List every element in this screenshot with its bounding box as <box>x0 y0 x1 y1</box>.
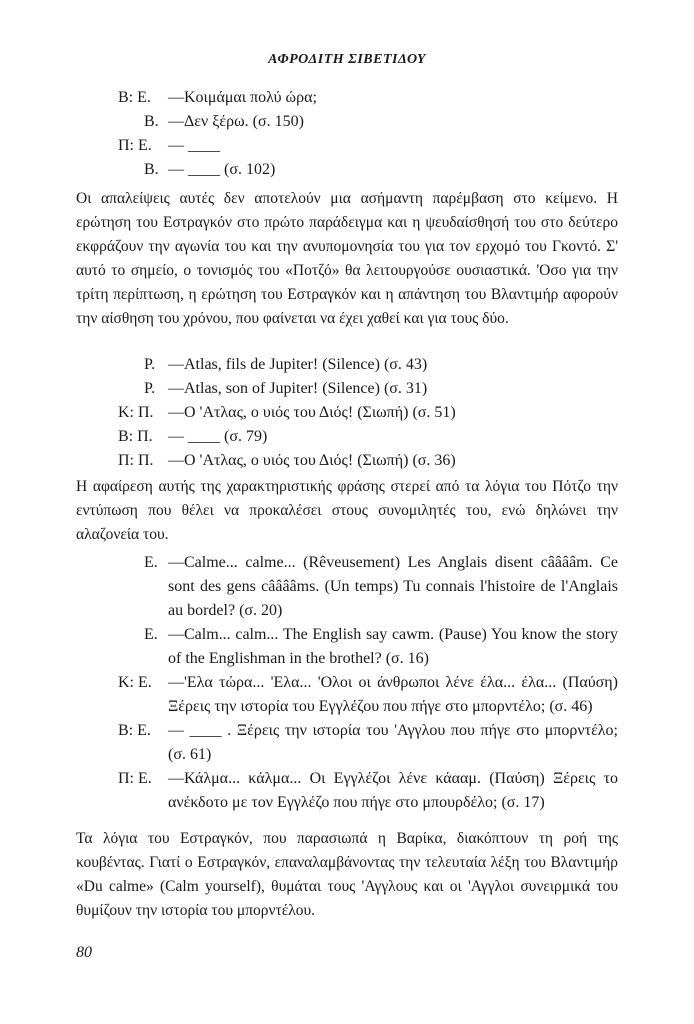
dialogue-line <box>118 425 578 449</box>
dialogue-text: — ____ (σ. 102) <box>168 161 276 178</box>
dialogue-line <box>118 377 578 401</box>
dialogue-text: —Calm... calm... The English say cawm. (Pause) You know the story of the Englishman in the brothel? (σ. 16) <box>168 626 618 667</box>
speaker-label: Β. <box>144 113 159 130</box>
speaker-label: Ρ. <box>144 356 156 373</box>
body-paragraph-1: Οι απαλείψεις αυτές δεν αποτελούν μια ασήμαντη παρέμβαση στο κείμενο. Η ερώτηση του Εστραγκόν στο πρώτο παράδειγμα και η ψευδαίσθησή του στο δεύτερο εκφράζουν την αγωνία του και την ανυπομονησία του για τον ερχομό του Γκοντό. Σ' αυτό το σημείο, ο τονισμός του «Ποτζό» θα λειτουργούσε ουσιαστικά. 'Οσο για την τρίτη περίπτωση, η ερώτηση του Εστραγκόν και η απάντηση του Βλαντιμήρ αφορούν την αίσθηση του χρόνου, που φαίνεται να έχει χαθεί και για τους δύο. <box>76 190 618 327</box>
speaker-label: Ε. <box>144 626 158 643</box>
dialogue-line <box>118 110 418 134</box>
dialogue-line <box>118 401 578 425</box>
dialogue-text: — ____ (σ. 79) <box>168 428 268 445</box>
dialogue-text: — ____ <box>168 137 220 154</box>
speaker-label: Β. <box>144 161 159 178</box>
dialogue-line <box>118 449 578 473</box>
speaker-label: Π: Π. <box>118 452 154 469</box>
body-paragraph-3: Τα λόγια του Εστραγκόν, που παρασιωπά η Βαρίκα, διακόπτουν τη ροή της κουβέντας. Γιατί ο Εστραγκόν, επαναλαμβάνοντας την τελευταία λέξη του Βλαντιμήρ «Du calme» (Calm yourself), θυμάται τους 'Αγγλους και οι 'Αγγλοι συνειρμικά του θυμίζουν την ιστορία του μπορντέλου. <box>76 830 618 919</box>
dialogue-line <box>118 353 578 377</box>
dialogue-text: —Atlas, son of Jupiter! (Silence) (σ. 31) <box>168 380 428 397</box>
speaker-label: Κ: Π. <box>118 404 154 421</box>
dialogue-text: —Κοιμάμαι πολύ ώρα; <box>168 89 317 106</box>
body-paragraph-2: Η αφαίρεση αυτής της χαρακτηριστικής φράσης στερεί από τα λόγια του Πότζο την εντύπωση που θέλει να προκαλέσει στους συνομιλητές του, ενώ δηλώνει την αλαζονεία του. <box>76 478 618 543</box>
dialogue-text: —Calme... calme... (Rêveusement) Les Anglais disent cââââm. Ce sont des gens cââââms. (Un temps) Tu connais l'histoire de l'Anglais au bordel? (σ. 20) <box>168 554 618 619</box>
dialogue-text: —Atlas, fils de Jupiter! (Silence) (σ. 43) <box>168 356 428 373</box>
dialogue-entry <box>118 671 618 719</box>
speaker-label: Ρ. <box>144 380 156 397</box>
dialogue-text: —Ο 'Ατλας, ο υιός του Διός! (Σιωπή) (σ. 51) <box>168 404 456 421</box>
dialogue-text: —'Ελα τώρα... 'Ελα... 'Ολοι οι άνθρωποι λένε έλα... έλα... (Παύση) Ξέρεις την ιστορία του Εγγλέζου που πήγε στο μπορντέλο; (σ. 46) <box>168 674 618 715</box>
running-header: ΑΦΡΟΔΙΤΗ ΣΙΒΕΤΙΔΟΥ <box>268 52 426 67</box>
speaker-label: Κ: Ε. <box>118 674 152 691</box>
dialogue-line <box>118 86 418 110</box>
dialogue-entry <box>118 623 618 671</box>
dialogue-block-2 <box>118 353 578 473</box>
speaker-label: Ε. <box>144 554 158 571</box>
dialogue-text: —Δεν ξέρω. (σ. 150) <box>168 113 304 130</box>
dialogue-entry <box>118 551 618 623</box>
dialogue-entry <box>118 719 618 767</box>
dialogue-block-1 <box>118 86 418 182</box>
dialogue-text: — ____ . Ξέρεις την ιστορία του 'Αγγλου που πήγε στο μπορντέλο; (σ. 61) <box>168 722 618 763</box>
speaker-label: Β: Π. <box>118 428 153 445</box>
speaker-label: Π: Ε. <box>118 770 152 787</box>
dialogue-text: —Ο 'Ατλας, ο υιός του Διός! (Σιωπή) (σ. 36) <box>168 452 456 469</box>
page-number: 80 <box>76 944 92 961</box>
dialogue-line <box>118 158 418 182</box>
speaker-label: Β: Ε. <box>118 89 151 106</box>
speaker-label: Β: Ε. <box>118 722 151 739</box>
dialogue-line <box>118 134 418 158</box>
dialogue-text: —Κάλμα... κάλμα... Οι Εγγλέζοι λένε κάααμ. (Παύση) Ξέρεις το ανέκδοτο με τον Εγγλέζο που πήγε στο μπουρδέλο; (σ. 17) <box>168 770 618 811</box>
speaker-label: Π: Ε. <box>118 137 152 154</box>
dialogue-entry <box>118 767 618 815</box>
